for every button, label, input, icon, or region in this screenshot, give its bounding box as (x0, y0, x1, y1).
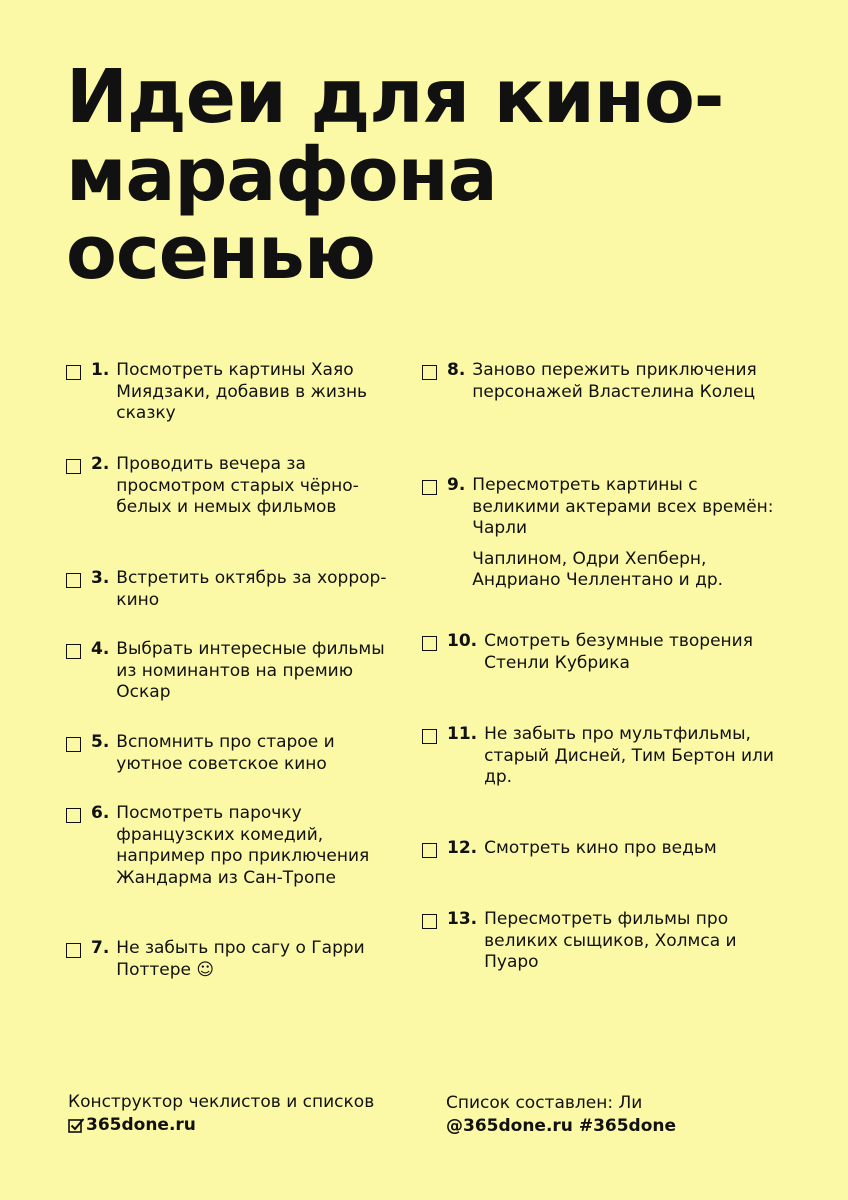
checklist-item-13[interactable] (422, 909, 782, 974)
title-line-1: Идеи для кино- (66, 54, 724, 140)
item-text: Посмотреть парочку французских комедий, например про приключения Жандарма из Сан-Тропе (116, 803, 370, 888)
checkbox-icon[interactable] (422, 480, 437, 495)
footer-author (446, 1092, 676, 1138)
checkbox-icon[interactable] (422, 843, 437, 858)
checkbox-icon[interactable] (66, 365, 81, 380)
item-number: 13. (447, 909, 478, 929)
checkbox-icon[interactable] (66, 573, 81, 588)
checkbox-icon[interactable] (66, 943, 81, 958)
checkbox-icon[interactable] (422, 636, 437, 651)
checkbox-icon[interactable] (422, 729, 437, 744)
social-handles[interactable]: @365done.ru #365done (446, 1116, 677, 1136)
checklist-item-11[interactable] (422, 724, 782, 789)
checkbox-icon[interactable] (66, 737, 81, 752)
item-number: 1. (91, 360, 110, 380)
item-text: Заново пережить приключения персонажей Властелина Колец (472, 360, 757, 402)
checkmark-box-icon (68, 1117, 85, 1134)
item-number: 2. (91, 454, 110, 474)
checklist-item-12[interactable] (422, 838, 782, 860)
item-text: Смотреть кино про ведьм (484, 838, 717, 858)
item-text: Выбрать интересные фильмы из номинантов на премию Оскар (116, 639, 385, 702)
item-text: Пересмотреть фильмы про великих сыщиков, Холмса и Пуаро (484, 909, 737, 972)
item-text-continuation: Чаплином, Одри Хепберн, Андриано Челлентано и др. (472, 548, 724, 590)
item-number: 11. (447, 724, 478, 744)
checklist-item-6[interactable] (66, 803, 396, 889)
footer-constructor (68, 1091, 374, 1137)
item-number: 9. (447, 475, 466, 495)
item-text: Посмотреть картины Хаяо Миядзаки, добавив в жизнь сказку (116, 360, 368, 423)
checklist-item-10[interactable] (422, 631, 782, 674)
item-number: 8. (447, 360, 466, 380)
page-title (66, 54, 806, 296)
checklist-item-8[interactable] (422, 360, 782, 403)
item-text: Встретить октябрь за хоррор-кино (116, 568, 387, 610)
checkbox-icon[interactable] (422, 365, 437, 380)
item-number: 12. (447, 838, 478, 858)
item-text: Не забыть про сагу о Гарри Поттере ☺ (116, 938, 365, 980)
item-number: 7. (91, 938, 110, 958)
item-number: 5. (91, 732, 110, 752)
checklist-item-4[interactable] (66, 639, 396, 704)
item-text (472, 475, 782, 592)
item-number: 10. (447, 631, 478, 651)
item-text-part: Пересмотреть картины с великими актерами всех времён: Чарли (472, 475, 774, 538)
item-number: 3. (91, 568, 110, 588)
checkbox-icon[interactable] (66, 459, 81, 474)
checklist-item-2[interactable] (66, 454, 396, 519)
brand-link[interactable] (68, 1114, 374, 1137)
checklist-item-5[interactable] (66, 732, 396, 775)
item-text: Вспомнить про старое и уютное советское кино (116, 732, 335, 774)
item-text: Проводить вечера за просмотром старых чёрно-белых и немых фильмов (116, 454, 359, 517)
checkbox-icon[interactable] (66, 644, 81, 659)
constructor-caption: Конструктор чеклистов и списков (68, 1092, 375, 1112)
checklist-item-1[interactable] (66, 360, 396, 425)
brand-name: 365done.ru (86, 1115, 196, 1135)
checkbox-icon[interactable] (66, 808, 81, 823)
item-number: 4. (91, 639, 110, 659)
checklist-item-7[interactable] (66, 938, 396, 981)
checklist-item-3[interactable] (66, 568, 396, 611)
checkbox-icon[interactable] (422, 914, 437, 929)
item-text: Смотреть безумные творения Стенли Кубрика (484, 631, 753, 673)
author-caption: Список составлен: Ли (446, 1093, 643, 1113)
checklist-item-9[interactable] (422, 475, 782, 592)
item-number: 6. (91, 803, 110, 823)
item-text: Не забыть про мультфильмы, старый Дисней, Тим Бертон или др. (484, 724, 774, 787)
title-line-2: марафона (66, 132, 497, 218)
title-line-3: осенью (66, 210, 375, 296)
